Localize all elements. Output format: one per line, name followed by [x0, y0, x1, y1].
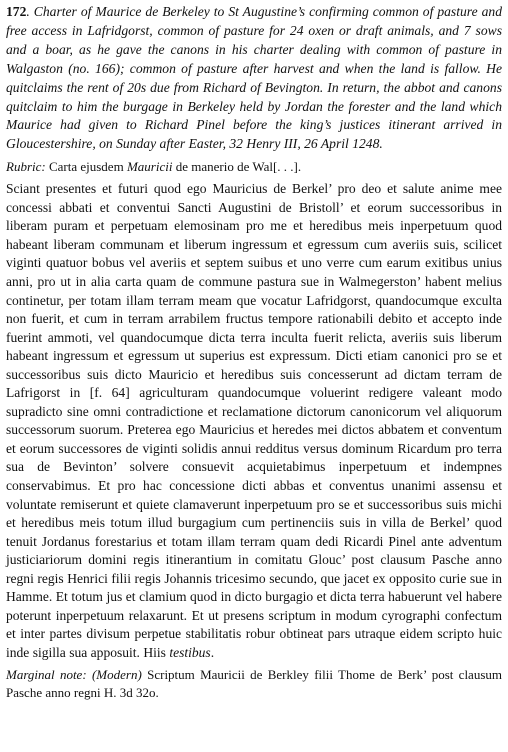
rubric-text-italic: Mauricii	[126, 159, 173, 175]
charter-body: Sciant presentes et futuri quod ego Mauricius de Berkel’ pro deo et salute anime mee concessi abbati et conventui Sancti Augustini de Bristoll’ et eorum successoribus in liberam puram et perpetuam elemosinam pro me et heredibus meis inperpetuum quod habeant liberam communam et liberum ingressum et egressum cum averiis suis, scilicet viginti quatuor bobus vel averiis et septem suibus et uno verre cum earum exitibus unius anni, pro ut in alia carta quam de commune pastura sue in Walmegerston’ habent melius continetur, per totam illam terram meam que vocatur Lafridgorst, quandocumque exculta non fuerit, et cum in terram arrabilem fructus tempore rationabili debito et accepto inde fuerint ammoti, vel quandocumque dicta terra inculta fuerit relicta, averiis suis liberum habeant ingressum et egressum ut superius est expressum. Dicti etiam canonici pro se et successoribus suis dicto Mauricio et heredibus suis concesserunt ad dictam terram de Lafrigorst in [f. 64] agriculturam quandocumque voluerint redigere valeant modo supradicto sine omni contradictione et reclamatione dictorum canonicorum vel aliquorum successorum suorum. Preterea ego Mauricius et heredes mei dictos abbatem et conventum et eorum successores de viginti solidis annui redditus versus dominum Ricardum pro terra sua de Bevinton’ solvere consuevit acquietabimus inperpetuum et indempnes conservabimus. Et pro hac concessione dicti abbas et conventus unanimi assensu et voluntate remiserunt et quiete clamaverunt inperpetuum pro se et successoribus suis michi et heredibus meis totum illud burgagium cum pertinenciis suis in villa de Berkel’ quod tenuit Jordanus forestarius et totam illam terram quam dedi Ricardi Pinel ante adventum justiciariorum domini regis itinerantium in comitatu Glouc’ post clausum Pasche anno regni regis Henrici filii regis Johannis tricesimo secundo, que jacet ex opposito curie sue in Hamme. Et totum jus et clamium quod in dicto burgagio et dicta terra habuerunt vel habere poterunt inperpetuum relaxarunt. Et ut presens scriptum in modum cyrographi confectum et inter partes divisum perpetue stabilitatis robur obtineat pars utraque eidem scripto huic inde sigilla sua apposuit. Hiis	[6, 181, 502, 660]
marginal-note-text: Scriptum Mauricii de Berkley filii Thome de Berk’ post clausum Pasche anno regni H. 3d 32o.	[6, 667, 502, 700]
marginal-note-qualifier: (Modern)	[91, 667, 142, 683]
rubric-label: Rubric:	[6, 159, 46, 175]
charter-ending-italic: testibus	[169, 644, 211, 660]
marginal-note	[6, 666, 502, 701]
entry-summary-text: Charter of Maurice de Berkeley to St Augustine’s confirming common of pasture and free access in Lafridgorst, common of pasture for 24 oxen or draft animals, and 7 sows and a boar, as he gave the canons in his charter dealing with common of pasture in Walgaston (no. 166); common of pasture after harvest and when the land is fallow. He quitclaims the rent of 20s due from Richard of Bevington. In return, the abbot and canons quitclaim to him the burgage in Berkeley held by Jordan the forester and the land which Maurice had given to Richard Pinel before the king’s justices itinerant arrived in Gloucestershire, on Sunday after Easter, 32 Henry III, 26 April 1248.	[6, 4, 502, 152]
marginal-note-label: Marginal note:	[6, 667, 87, 683]
charter-ending-post: .	[210, 644, 215, 660]
entry-summary: 172. Charter of Maurice de Berkeley to St Augustine’s confirming common of pasture and free access in Lafridgorst, common of pasture for 24 oxen or draft animals, and 7 sows and a boar, as he gave the canons in his charter dealing with common of pasture in Walgaston (no. 166); common of pasture after harvest and when the land is fallow. He quitclaims the rent of 20s due from Richard of Bevington. In return, the abbot and canons quitclaim to him the burgage in Berkeley held by Jordan the forester and the land which Maurice had given to Richard Pinel before the king’s justices itinerant arrived in Gloucestershire, on Sunday after Easter, 32 Henry III, 26 April 1248.	[6, 4, 502, 152]
charter-text	[6, 180, 502, 662]
rubric-text-post: de manerio de Wal[. . .].	[175, 159, 302, 175]
entry-number: 172	[6, 4, 27, 19]
rubric	[6, 158, 502, 176]
rubric-text-pre: Carta ejusdem	[48, 159, 124, 175]
